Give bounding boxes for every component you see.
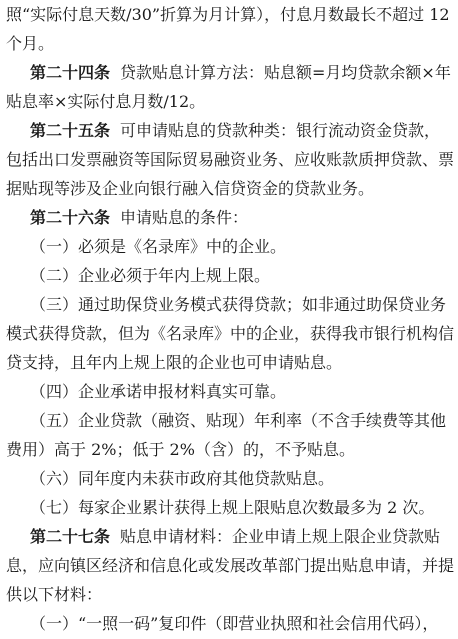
text-line (0, 551, 458, 581)
line-text: 贴息申请材料：企业申请上规上限企业贷款贴 (120, 527, 441, 546)
article-27-line (0, 522, 458, 552)
line-text: （四）企业承诺申报材料真实可靠。 (30, 382, 287, 401)
article-25-line (0, 116, 458, 146)
text-line (0, 174, 458, 204)
condition-item (0, 493, 458, 523)
line-text: 贷支持，且年内上规上限的企业也可申请贴息。 (6, 353, 343, 372)
line-text: 息，应向镇区经济和信息化或发展改革部门提出贴息申请，并提 (6, 556, 455, 575)
condition-item (0, 232, 458, 262)
text-line (0, 319, 458, 349)
condition-item (0, 377, 458, 407)
article-label: 第二十四条 (30, 63, 111, 82)
line-text: 模式获得贷款，但为《名录库》中的企业，获得我市银行机构信 (6, 324, 455, 343)
line-text: 包括出口发票融资等国际贸易融资业务、应收账款质押贷款、票 (6, 150, 455, 169)
text-line (0, 348, 458, 378)
condition-item (0, 464, 458, 494)
condition-item (0, 290, 458, 320)
line-text: （六）同年度内未获市政府其他贷款贴息。 (30, 469, 335, 488)
text-line (0, 145, 458, 175)
line-text: 贷款贴息计算方法：贴息额=月均贷款余额×年 (120, 63, 451, 82)
article-26-line (0, 203, 458, 233)
line-text: 据贴现等涉及企业向银行融入信贷资金的贷款业务。 (6, 179, 375, 198)
line-text: （三）通过助保贷业务模式获得贷款；如非通过助保贷业务 (30, 295, 447, 314)
text-line (0, 0, 458, 30)
condition-item (0, 261, 458, 291)
line-text: （七）每家企业累计获得上规上限贴息次数最多为 2 次。 (30, 498, 435, 517)
condition-item (0, 609, 458, 639)
article-label: 第二十七条 (30, 527, 111, 546)
line-text: （二）企业必须于年内上规上限。 (30, 266, 271, 285)
line-text: 照“实际付息天数/30”折算为月计算），付息月数最长不超过 12 (6, 5, 450, 24)
text-line (0, 87, 458, 117)
line-text: 申请贴息的条件： (120, 208, 249, 227)
line-text: 可申请贴息的贷款种类：银行流动资金贷款， (120, 121, 441, 140)
line-text: 供以下材料： (6, 585, 103, 604)
article-24-line (0, 58, 458, 88)
line-text: 费用）高于 2%；低于 2%（含）的，不予贴息。 (6, 440, 355, 459)
line-text: 个月。 (6, 34, 55, 53)
article-label: 第二十五条 (30, 121, 111, 140)
text-line (0, 435, 458, 465)
line-text: （五）企业贷款（融资、贴现）年利率（不含手续费等其他 (30, 411, 447, 430)
text-line (0, 580, 458, 610)
article-label: 第二十六条 (30, 208, 111, 227)
line-text: （一）必须是《名录库》中的企业。 (30, 237, 287, 256)
text-line (0, 29, 458, 59)
line-text: （一）“一照一码”复印件（即营业执照和社会信用代码）， (30, 614, 439, 633)
condition-item (0, 406, 458, 436)
line-text: 贴息率×实际付息月数/12。 (6, 92, 206, 111)
